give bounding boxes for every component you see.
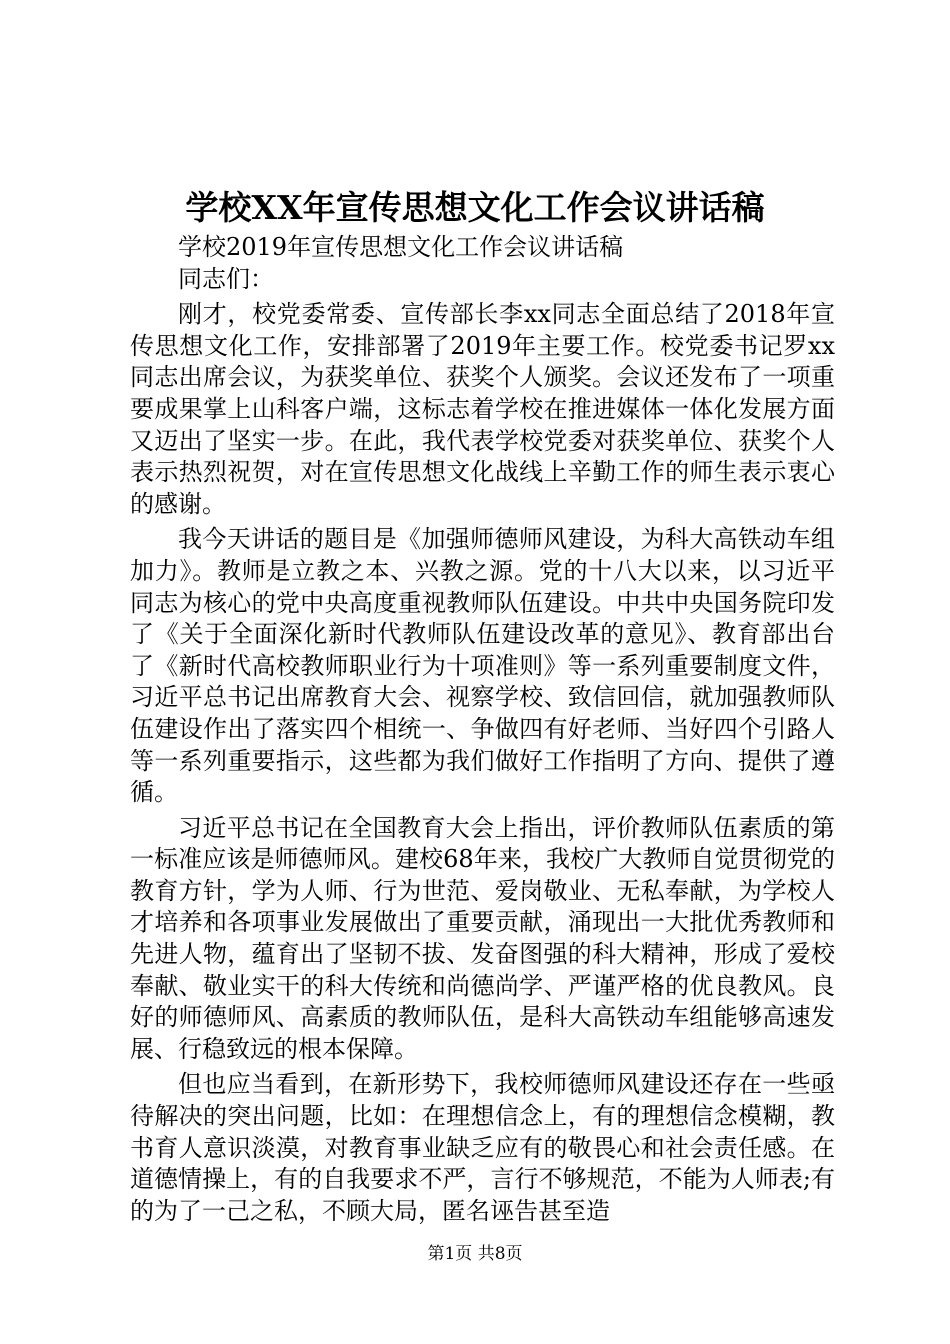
paragraph-3: 习近平总书记在全国教育大会上指出，评价教师队伍素质的第一标准应该是师德师风。建校68年来，我校广大教师自觉贯彻党的教育方针，学为人师、行为世范、爱岗敬业、无私奉献，为学校人才培养和各项事业发展做出了重要贡献，涌现出一大批优秀教师和先进人物，蕴育出了坚韧不拔、发奋图强的科大精神，形成了爱校奉献、敬业实干的科大传统和尚德尚学、严谨严格的优良教风。良好的师德师风、高素质的教师队伍，是科大高铁动车组能够高速发展、行稳致远的根本保障。 [130,813,835,1063]
page-number-footer: 第1页 共8页 [427,1244,523,1264]
document-title: 学校XX年宣传思想文化工作会议讲话稿 [185,188,765,227]
paragraph-2: 我今天讲话的题目是《加强师德师风建设，为科大高铁动车组加力》。教师是立教之本、兴教之源。党的十八大以来，以习近平同志为核心的党中央高度重视教师队伍建设。中共中央国务院印发了《关于全面深化新时代教师队伍建设改革的意见》、教育部出台了《新时代高校教师职业行为十项准则》等一系列重要制度文件，习近平总书记出席教育大会、视察学校、致信回信，就加强教师队伍建设作出了落实四个相统一、争做四有好老师、当好四个引路人等一系列重要指示，这些都为我们做好工作指明了方向、提供了遵循。 [130,525,835,807]
salutation: 同志们： [178,264,274,293]
document-body [130,232,835,1227]
paragraph-1: 刚才，校党委常委、宣传部长李xx同志全面总结了2018年宣传思想文化工作，安排部署了2019年主要工作。校党委书记罗xx同志出席会议，为获奖单位、获奖个人颁奖。会议还发布了一项重要成果掌上山科客户端，这标志着学校在推进媒体一体化发展方面又迈出了坚实一步。在此，我代表学校党委对获奖单位、获奖个人表示热烈祝贺，对在宣传思想文化战线上辛勤工作的师生表示衷心的感谢。 [130,300,835,518]
document-subtitle: 学校2019年宣传思想文化工作会议讲话稿 [178,233,624,261]
paragraph-4: 但也应当看到，在新形势下，我校师德师风建设还存在一些亟待解决的突出问题，比如：在理想信念上，有的理想信念模糊，教书育人意识淡漠，对教育事业缺乏应有的敬畏心和社会责任感。在道德情操上，有的自我要求不严，言行不够规范，不能为人师表;有的为了一己之私，不顾大局，匿名诬告甚至造 [130,1070,835,1225]
